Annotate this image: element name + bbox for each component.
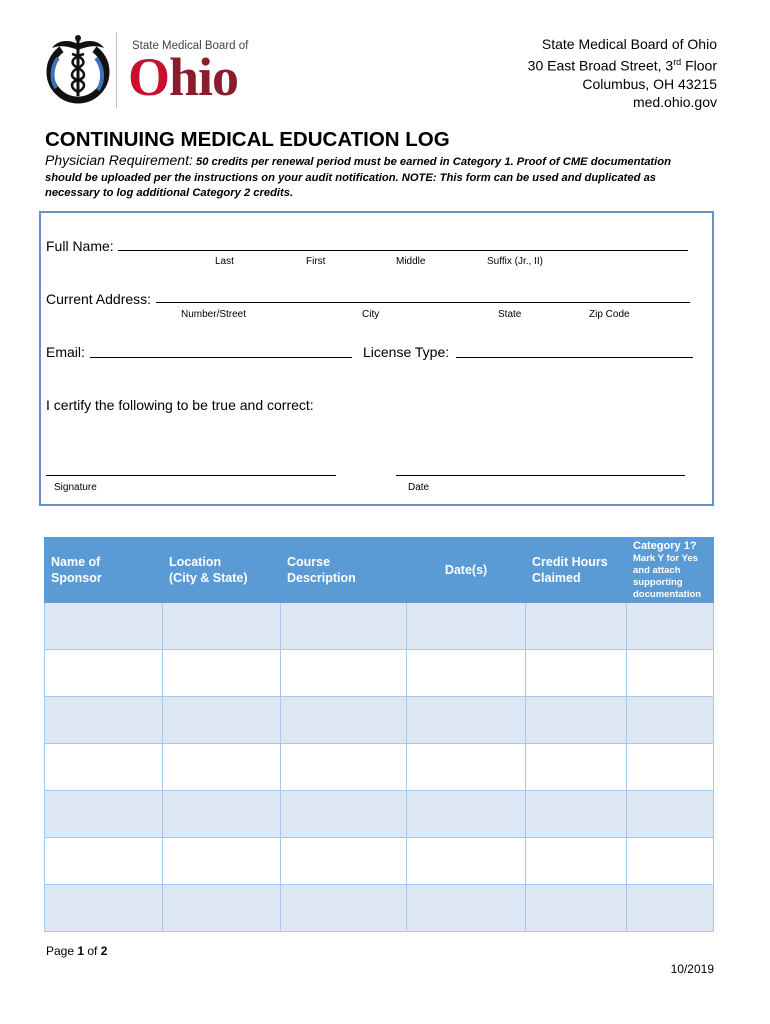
credits-cell[interactable]: [526, 838, 627, 885]
cme-log-table: [44, 537, 714, 932]
course-cell[interactable]: [281, 697, 407, 744]
form-revision-date: 10/2019: [670, 962, 714, 976]
category-cell[interactable]: [627, 838, 714, 885]
credits-cell[interactable]: [526, 603, 627, 650]
address-part-city: City: [362, 309, 380, 320]
sponsor-cell[interactable]: [45, 603, 163, 650]
logo-divider: [116, 32, 117, 108]
col-header-sponsor: Name of Sponsor: [45, 538, 163, 603]
dates-cell[interactable]: [407, 744, 526, 791]
address-part-zip: Zip Code: [589, 309, 630, 320]
course-cell[interactable]: [281, 744, 407, 791]
dates-cell[interactable]: [407, 697, 526, 744]
page-title: CONTINUING MEDICAL EDUCATION LOG: [45, 128, 450, 151]
dates-cell[interactable]: [407, 838, 526, 885]
address-line-2: 30 East Broad Street, 3rd Floor: [527, 57, 717, 74]
course-cell[interactable]: [281, 650, 407, 697]
credits-cell[interactable]: [526, 791, 627, 838]
logo-ohio-wordmark: Ohio: [128, 47, 239, 107]
sponsor-cell[interactable]: [45, 744, 163, 791]
dates-cell[interactable]: [407, 650, 526, 697]
course-cell[interactable]: [281, 791, 407, 838]
table-row: [45, 744, 714, 791]
col-header-course: Course Description: [281, 538, 407, 603]
col-header-credit-hours: Credit Hours Claimed: [526, 538, 627, 603]
sponsor-cell[interactable]: [45, 650, 163, 697]
board-address: [528, 35, 717, 111]
table-row: [45, 697, 714, 744]
name-part-first: First: [306, 256, 326, 267]
website-link[interactable]: med.ohio.gov: [632, 93, 717, 110]
email-field[interactable]: [90, 357, 352, 358]
name-part-middle: Middle: [396, 256, 426, 267]
full-name-label: Full Name:: [46, 238, 114, 254]
sponsor-cell[interactable]: [45, 838, 163, 885]
address-part-state: State: [498, 309, 522, 320]
email-label: Email:: [46, 344, 85, 360]
name-part-last: Last: [215, 256, 234, 267]
col-header-location: Location (City & State): [163, 538, 281, 603]
license-type-field[interactable]: [456, 357, 693, 358]
current-address-field[interactable]: [156, 302, 690, 303]
dates-cell[interactable]: [407, 885, 526, 932]
credits-cell[interactable]: [526, 650, 627, 697]
name-part-suffix: Suffix (Jr., II): [487, 256, 543, 267]
sponsor-cell[interactable]: [45, 885, 163, 932]
location-cell[interactable]: [163, 744, 281, 791]
signature-label: Signature: [54, 482, 97, 493]
signature-field[interactable]: [46, 475, 336, 476]
full-name-field[interactable]: [118, 250, 688, 251]
course-cell[interactable]: [281, 838, 407, 885]
location-cell[interactable]: [163, 603, 281, 650]
sponsor-cell[interactable]: [45, 697, 163, 744]
table-row: [45, 838, 714, 885]
address-part-street: Number/Street: [181, 309, 247, 320]
dates-cell[interactable]: [407, 603, 526, 650]
category-cell[interactable]: [627, 744, 714, 791]
table-header-row: [45, 538, 714, 603]
location-cell[interactable]: [163, 697, 281, 744]
course-cell[interactable]: [281, 885, 407, 932]
col-header-dates: Date(s): [407, 538, 526, 603]
category-cell[interactable]: [627, 603, 714, 650]
location-cell[interactable]: [163, 791, 281, 838]
certification-statement: I certify the following to be true and correct:: [46, 397, 314, 413]
license-type-label: License Type:: [363, 344, 450, 360]
credits-cell[interactable]: [526, 697, 627, 744]
dates-cell[interactable]: [407, 791, 526, 838]
logo-board-text: State Medical Board of: [132, 40, 249, 52]
category-cell[interactable]: [627, 791, 714, 838]
date-field[interactable]: [396, 475, 685, 476]
location-cell[interactable]: [163, 885, 281, 932]
location-cell[interactable]: [163, 838, 281, 885]
category-cell[interactable]: [627, 885, 714, 932]
address-line-3: Columbus, OH 43215: [582, 75, 717, 92]
credits-cell[interactable]: [526, 885, 627, 932]
current-address-label: Current Address:: [46, 291, 152, 307]
address-line-1: State Medical Board of Ohio: [541, 36, 717, 52]
table-row: [45, 791, 714, 838]
date-label: Date: [408, 482, 430, 493]
category-cell[interactable]: [627, 650, 714, 697]
course-cell[interactable]: [281, 603, 407, 650]
table-row: [45, 603, 714, 650]
table-row: [45, 650, 714, 697]
location-cell[interactable]: [163, 650, 281, 697]
physician-requirement: Physician Requirement: 50 credits per renewal period must be earned in Category 1. Proof of CME documentation should be uploaded per the instructions on your audit notification. NOTE: This form can be used and duplicated as necessary to log additional Category 2 credits.: [45, 152, 671, 199]
sponsor-cell[interactable]: [45, 791, 163, 838]
page-number: Page 1 of 2: [46, 944, 108, 958]
table-row: [45, 885, 714, 932]
col-header-category-1: Category 1? Mark Y for Yes and attach supporting documentation: [627, 538, 714, 603]
credits-cell[interactable]: [526, 744, 627, 791]
category-cell[interactable]: [627, 697, 714, 744]
